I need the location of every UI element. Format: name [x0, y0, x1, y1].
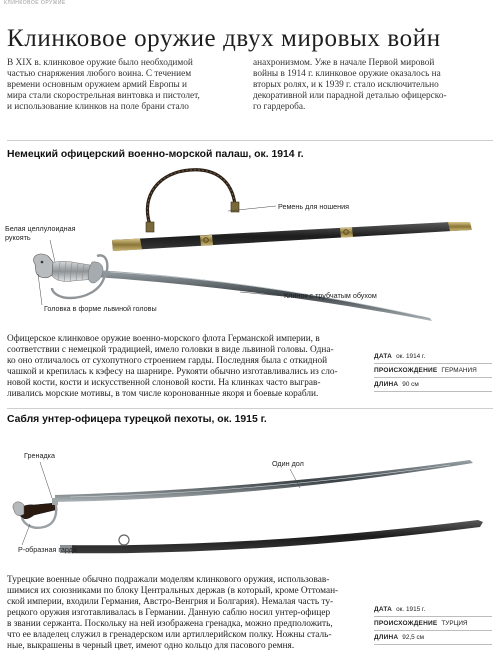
section1-title: Немецкий офицерский военно-морской палаш, ок. 1914 г.: [7, 149, 304, 160]
section2-body: [7, 575, 338, 652]
callout-grenade: Гренадка: [24, 451, 55, 460]
intro-line: войны в 1914 г. клинковое оружие оказалось на: [253, 69, 441, 79]
body-line: шимися их союзниками по блоку Центральных держав (в который, кроме Оттоман-: [7, 586, 339, 596]
intro-line: го гардероба.: [253, 102, 306, 112]
callout-belt: Ремень для ношения: [278, 202, 350, 211]
intro-line: и использование клинков на поле брани стало: [7, 102, 189, 112]
intro-line: частью снаряжения любого воина. С течением: [7, 69, 192, 79]
facts-key: ДЛИНА: [374, 634, 399, 641]
body-line: рецкого оружия изготавливалась в Германии. Данную саблю носил унтер-офицер: [7, 608, 331, 618]
intro-line: вторых ролях, и к 1939 г. стало исключительно: [253, 80, 439, 90]
callout-fuller: Один дол: [272, 459, 304, 468]
callout-grip-line: Белая целлулоидная: [5, 224, 76, 233]
facts-value: ок. 1915 г.: [396, 606, 426, 613]
sabre-scabbard: [60, 520, 483, 553]
facts-row-length: [374, 631, 492, 645]
intro-line: декоративной или парадной деталью офицерско-: [253, 91, 447, 101]
body-line: Офицерское клинковое оружие военно-морского флота Германской империи, в: [7, 334, 320, 344]
facts-key: ДЛИНА: [374, 381, 399, 388]
intro-line: В XIX в. клинковое оружие было необходимой: [7, 58, 193, 68]
callout-lines: [22, 462, 300, 545]
intro-line: времени основным оружием армий Европы и: [7, 80, 188, 90]
body-line: ливались морские мотивы, в том числе коронованные якоря и боевые корабли.: [7, 389, 319, 399]
body-line: что ее владелец служил в гренадерском или артиллерийском полку. Ножны сталь-: [7, 630, 332, 640]
facts-row-origin: [374, 617, 492, 631]
facts-key: ДАТА: [374, 606, 393, 613]
facts-value: 90 см: [402, 381, 419, 388]
callout-grip-line: рукоять: [5, 232, 31, 242]
facts-key: ДАТА: [374, 353, 393, 360]
facts-value: ок. 1914 г.: [396, 353, 426, 360]
body-line: Турецкие военные обычно подражали моделям клинкового оружия, использовав-: [7, 575, 330, 585]
body-line: ко оно отличалось от сухопутного строением гарды. Последняя была с откидной: [7, 356, 328, 366]
intro-line: анахронизмом. Уже в начале Первой мировой: [253, 58, 435, 68]
body-line: ные, выкрашены в черный цвет, имеют одно кольцо для пасового ремня.: [7, 641, 295, 651]
page-title: Клинковое оружие двух мировых войн: [7, 25, 441, 52]
facts-key: ПРОИСХОЖДЕНИЕ: [374, 620, 438, 627]
body-line: в звании сержанта. Поскольку на ней изображена гренадка, можно предположить,: [7, 619, 333, 629]
facts-value: 92,5 см: [402, 634, 425, 641]
facts-key: ПРОИСХОЖДЕНИЕ: [374, 367, 438, 374]
sabre-blade: [55, 460, 473, 502]
section2-facts-table: [374, 603, 492, 645]
section2-title: Сабля унтер-офицера турецкой пехоты, ок. 1915 г.: [7, 414, 267, 425]
body-line: чашкой и крепилась к кэфесу на шарнире. Рукояти обычно изготавливались из сло-: [7, 367, 338, 377]
facts-value: ТУРЦИЯ: [441, 620, 468, 627]
body-line: ской империи, входили Германия, Австро-Венгрия и Болгария). Немалая часть ту-: [7, 597, 334, 607]
running-header: КЛИНКОВОЕ ОРУЖИЕ: [4, 0, 66, 6]
intro-line: мира стали скорострельная винтовка и пистолет,: [7, 91, 200, 101]
body-line: новой кости, кости и искусственной слоновой кости. На клинках часто выграв-: [7, 378, 321, 388]
sabre-hilt: [13, 498, 58, 528]
facts-value: ГЕРМАНИЯ: [441, 367, 477, 374]
body-line: соответствии с немецкой традицией, имело головки в виде львиной головы. Одна-: [7, 345, 334, 355]
facts-row-date: [374, 603, 492, 617]
callout-guard: P-образная гарда: [18, 545, 77, 554]
callout-pommel: Головка в форме львиной головы: [44, 304, 157, 313]
callout-blade: Клинок с трубчатым обухом: [284, 291, 377, 300]
